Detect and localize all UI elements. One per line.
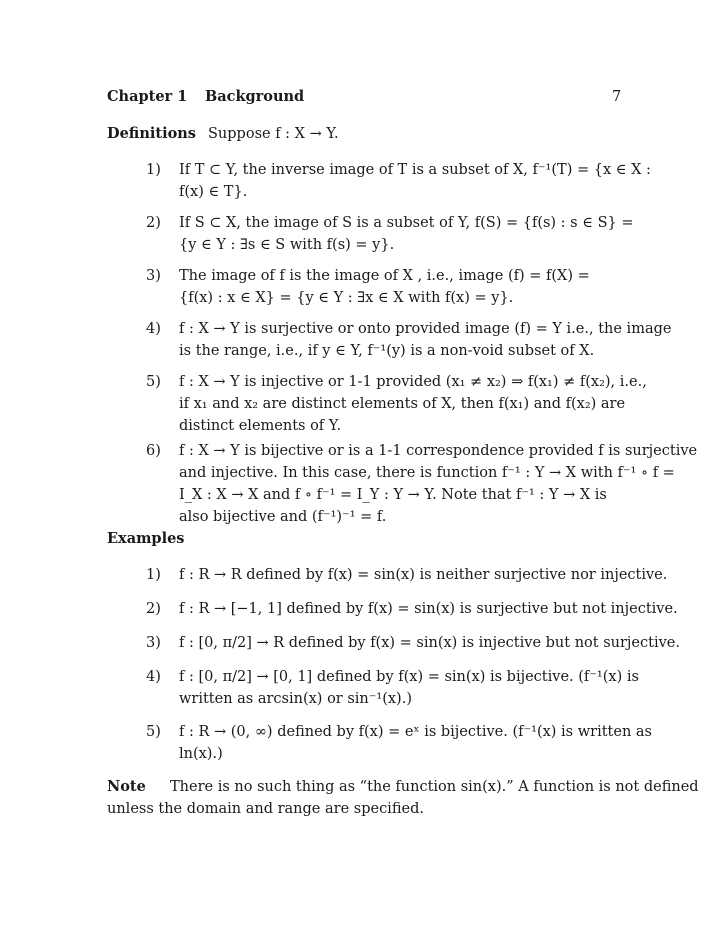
item-number: 6) (146, 443, 161, 459)
item-text (179, 265, 590, 309)
note-label: Note (107, 778, 146, 795)
item-number: 5) (146, 374, 161, 390)
text-line: The image of f is the image of X , i.e., image (f) = f(X) = (179, 268, 590, 284)
text-line: if x₁ and x₂ are distinct elements of X, then f(x₁) and f(x₂) are (179, 396, 626, 412)
text-line: distinct elements of Y. (179, 418, 342, 434)
item-text (179, 564, 667, 586)
text-line: is the range, i.e., if y ∈ Y, f⁻¹(y) is a non-void subset of X. (179, 343, 595, 359)
item-text (179, 371, 647, 437)
item-number: 1) (146, 162, 161, 178)
item-number: 5) (146, 724, 161, 740)
chapter-title: Background (205, 88, 305, 105)
text-line: f : R → R defined by f(x) = sin(x) is neither surjective nor injective. (179, 567, 668, 583)
text-line: f : [0, π/2] → [0, 1] defined by f(x) = sin(x) is bijective. (f⁻¹(x) is (179, 669, 639, 685)
text-line: ln(x).) (179, 746, 223, 762)
chapter-label: Chapter 1 (107, 88, 188, 105)
text-line: f : X → Y is surjective or onto provided image (f) = Y i.e., the image (179, 321, 672, 337)
text-line: also bijective and (f⁻¹)⁻¹ = f. (179, 509, 387, 525)
examples-heading: Examples (107, 530, 185, 547)
item-number: 2) (146, 601, 161, 617)
item-number: 4) (146, 669, 161, 685)
item-number: 1) (146, 567, 161, 583)
text-line: I_X : X → X and f ∘ f⁻¹ = I_Y : Y → Y. Note that f⁻¹ : Y → X is (179, 487, 607, 503)
item-text (179, 212, 633, 256)
item-text (179, 159, 651, 203)
text-line: f : X → Y is bijective or is a 1-1 correspondence provided f is surjective (179, 443, 698, 459)
text-line: {y ∈ Y : ∃s ∈ S with f(s) = y}. (179, 237, 395, 253)
text-line: If T ⊂ Y, the inverse image of T is a subset of X, f⁻¹(T) = {x ∈ X : (179, 162, 651, 178)
item-text (179, 666, 639, 710)
item-number: 3) (146, 635, 161, 651)
item-text (179, 632, 680, 654)
text-line: f : X → Y is injective or 1-1 provided (x₁ ≠ x₂) ⇒ f(x₁) ≠ f(x₂), i.e., (179, 374, 647, 390)
text-line: f : [0, π/2] → R defined by f(x) = sin(x) is injective but not surjective. (179, 635, 680, 651)
text-line: written as arcsin(x) or sin⁻¹(x).) (179, 691, 412, 707)
definitions-intro: Suppose f : X → Y. (208, 126, 339, 142)
note-line-2: unless the domain and range are specified. (107, 801, 424, 817)
item-number: 4) (146, 321, 161, 337)
item-number: 2) (146, 215, 161, 231)
item-text (179, 440, 697, 528)
page-number: 7 (612, 89, 622, 105)
text-line: f(x) ∈ T}. (179, 184, 248, 200)
text-line: {f(x) : x ∈ X} = {y ∈ Y : ∃x ∈ X with f(x) = y}. (179, 290, 514, 306)
text-line: If S ⊂ X, the image of S is a subset of Y, f(S) = {f(s) : s ∈ S} = (179, 215, 634, 231)
item-number: 3) (146, 268, 161, 284)
item-text (179, 318, 671, 362)
text-line: f : R → [−1, 1] defined by f(x) = sin(x) is surjective but not injective. (179, 601, 678, 617)
definitions-heading: Definitions (107, 125, 196, 142)
text-line: f : R → (0, ∞) defined by f(x) = eˣ is bijective. (f⁻¹(x) is written as (179, 724, 652, 740)
item-text (179, 721, 652, 765)
text-line: and injective. In this case, there is function f⁻¹ : Y → X with f⁻¹ ∘ f = (179, 465, 675, 481)
item-text (179, 598, 678, 620)
note-line-1: There is no such thing as “the function sin(x).” A function is not defined (170, 779, 699, 795)
